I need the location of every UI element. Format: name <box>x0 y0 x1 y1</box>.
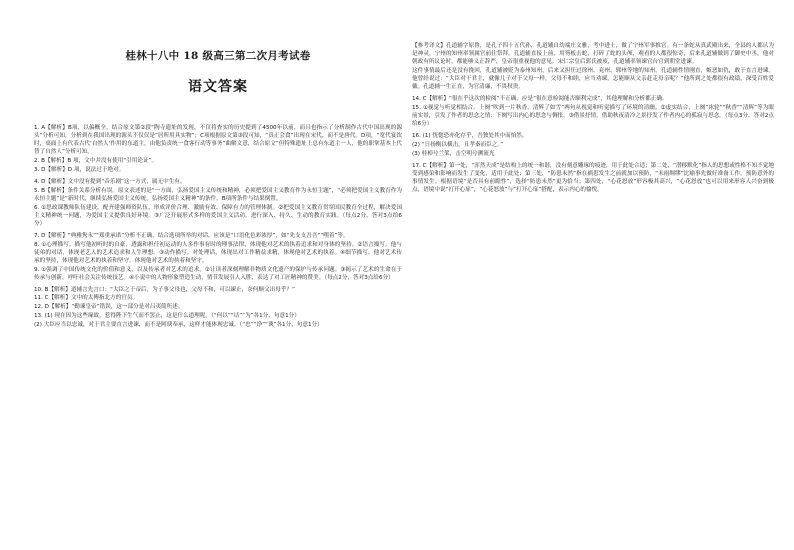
answer-paragraph: 3. D【解析】D 项，说法过于绝对。 <box>34 166 125 173</box>
answer-paragraph: 10. B【解析】道辅言先言口：“大臣之于帝后，为子事父母也，父母不和，可以谏止，奈何顺父出母乎？” <box>34 286 295 293</box>
answer-paragraph: 15. ①视觉与听觉相结合。上阕“吹到一片秋香，清辉了如雪”两句从视觉和听觉描写了环境的清幽。②虚实结合，上阕“冰轮”“秋香”“清辉”等为眼前实景，引发了作者的思念之情；下阕写出内心的思念与惆怅。③借景抒情，借助秋夜清冷之景抒发了作者内心的孤寂与思念。（每点3分，答对2点给6分） <box>412 104 774 128</box>
answer-paragraph: 16. (1) 恍惚恐亦化存乎，吾独处其中而怡然。 <box>412 133 528 140</box>
answer-paragraph: 6. ①思政课教师队伍建设，配齐建强师资队伍，形成评价合理、激励有效、保障有力的管理体制。②把爱国主义教育贯穿国民教育全过程，解决爱国主义精神统一问题，为爱国主义提供良好环境。③广泛开展形式多样的爱国主义活动，进行深入、持久、生动的教育实践。（每点2分，答对3点给6分） <box>34 204 402 227</box>
right-column <box>412 42 774 194</box>
answer-paragraph: 17. C【解析】第一处，“浑然天成”是结构上的统一和谐，没有刻意雕琢的痕迹，用于此处合适；第二处，“潜移默化”指人的思想或性格不知不觉地受到感染和影响而发生了变化，适用于此处；第三处，“防患未然”指在祸患发生之前就加以预防，“未雨绸缪”比喻事先做好准备工作，预防意外的事情发生。根据语境“是否具有前瞻性”，选择“防患未然”更为恰当；第四处，“心花怒放”形容极其高兴，“心花怒放”也可以用来形容人兴奋到极点，语境中说“打开心扉”，“心花怒放”与“打开心扉”搭配，表示内心的愉悦。 <box>412 162 774 193</box>
answer-paragraph: (3) 桂棹兮兰桨，击空明兮溯流光 <box>412 150 495 157</box>
answer-paragraph: 9. ①强调了中国传统文化的价值和意义，以及传承者对艺术的追求。②让读者深刻理解非物质文化遗产的保护与传承问题。③揭示了艺术的生命在于传承与创新，呼吁社会关注传统技艺。④小说中的人物形象塑造生动，情节发展引人入胜，表达了对工匠精神的赞美。（每点2分，答对3点给6分） <box>34 266 402 281</box>
answer-paragraph: 14. C【解析】“很在乎这次的检阅”不正确，应是“很在意检阅能否顺利完成”，其他理解和分析都正确。 <box>412 96 668 103</box>
answer-paragraph: 5. B【解析】条件关系分析有误。原文表述的是“一方面，弘扬爱国主义传统和精神，必须把爱国主义教育作为永恒主题”，“必须把爱国主义教育作为永恒主题”是“新时代，继续弘扬爱国主义传统，弘扬爱国主义精神”的条件，B项所条件与结果倒置。 <box>34 187 402 202</box>
answer-paragraph: (2) “日扬衡以横击，且孝秦而臣之。” <box>412 141 504 148</box>
answer-paragraph: 13. (1) 现在因为这些缘故，惹得陛下生气而不罢止，这是什么道理呢。（“何以”“诘”“为”各1分，句意1分） <box>34 313 300 320</box>
answer-paragraph: 8. ①心理描写。描写他初听时的自豪，透露和担任初运动的人多作事有时的理事法律，体现他对艺术的执着追求和对身体的坚持。②语言描写。他与徒弟的对话，体现老艺人的艺术追求和人生理想。③动作描写。对处理话，体现出对工作精益求精，体现他对艺术的执着。④细节描写。他对艺术传承的坚持，体现他对艺术的执着和坚守，体现他对艺术的执着和坚守。 <box>34 241 402 264</box>
answer-paragraph: 12. D【解析】“勤谏皇帝”错误，这一部分是对吕夷简所述。 <box>34 304 184 311</box>
exam-title: 桂林十八中 18 级高三第二次月考试卷 <box>125 50 311 62</box>
answer-paragraph: 1. A【解析】B项，以偏概全，结合原文第②段“陶寺遗址的发现，不仅将查实的历史提到了4500年以前，而且也指示了分析制作古代中国出现的源头”分析可知，分析到在我国出现的源头不仅仅是“居所用具实物”；C项根据原文第③段可知，“真正会食”出现在宋代，而不是唐代。D项，“宽代宴饮时，桌面上有代表古代‘自然人’作用的东道主，由他负责统一食客行动等事务”曲解文意，结合原文“但特殊遗址上总有东道主一人，他的职掌基本上代替了自然人”分析可知。 <box>34 125 402 156</box>
answer-paragraph: 2. B【解析】B 项，文中并没有使用“引用论证”。 <box>34 157 158 164</box>
answer-paragraph: 【参考译文】孔道辅字原鲁，是孔子四十五代孙，孔道辅自幼端庄文雅，考中进士，做了宁州军事推官。有一条蛇从真武殿出来，全县的人都认为是神灵，宁州的知州率领属官前往祭拜。孔道辅直接上前，用笏板击蛇，打碎了蛇的头颅，观看的人都很惊奇，后来孔道辅做到了御史中丞。他对朝政有所议论时，都能够义正辞严，皇帝很重视他的意见。宋仁宗皇后郭氏被废，孔道辅率领谏官台官到朝堂进谏。 <box>412 43 774 66</box>
answer-paragraph: 4. D【解析】文中没有提到“音乐剧”这一方式，属无中生有。 <box>34 178 186 185</box>
answer-paragraph: 7. D【解析】“典雅隽永”“郑重承诺”分析不正确，结合选项所举的对话，应该是“口语化色彩浓厚”，如“先支支吾吾”“嘿着”等。 <box>34 232 349 239</box>
left-column <box>34 124 402 329</box>
document-title: 语文答案 <box>188 79 248 95</box>
answer-paragraph: 11. C【解析】文中的太傅指北方的官员。 <box>34 295 139 302</box>
answer-paragraph: 这件事情最后还是没有挽回，孔道辅被贬为泰州知州，后来又担任过徐州、兖州、郓州等地的知州。孔道辅性情刚直，嫉恶如仇，敢于直言进谏。他曾经说过：“大臣对于君主，就像儿子对于父母一样，父母不和睦，应当劝谏，怎能顺从父亲赶走母亲呢？”他所到之处都很有政绩，深受百姓爱戴。孔道辅一生正直，为官清廉，不畏权贵。 <box>412 67 774 91</box>
answer-paragraph: (2) 大臣应当以忠诚，对于君主要直言进谏，而不是阿谀奉承，这样才能体现忠诚。（“忠”“诤”“谀”各1分，句意1分） <box>34 322 323 328</box>
